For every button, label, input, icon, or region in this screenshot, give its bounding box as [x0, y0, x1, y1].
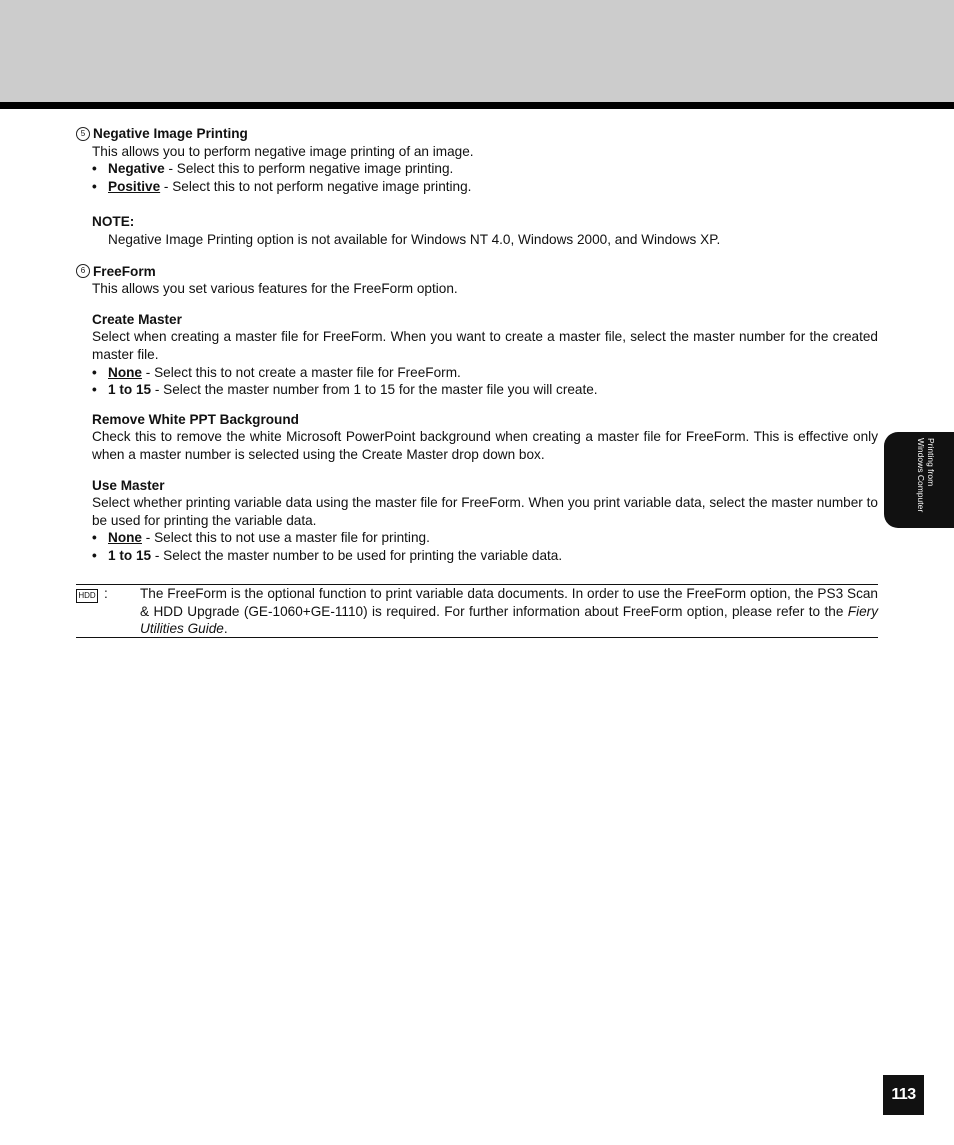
option-positive-default: Positive [108, 178, 161, 194]
main-content [76, 125, 878, 564]
note-colon: : [104, 586, 108, 601]
remove-white-text: Check this to remove the white Microsoft PowerPoint background when creating a master file for FreeForm. This is effective only when a master number is selected using the Create Master drop down box. [92, 429, 878, 462]
section-5-heading [76, 125, 878, 143]
chapter-side-tab [884, 432, 954, 528]
remove-white-heading: Remove White PPT Background [92, 411, 299, 427]
option-1-to-15: 1 to 15 [108, 547, 152, 563]
header-band [0, 0, 954, 102]
circled-number-5: 5 [76, 127, 90, 141]
note-text: Negative Image Printing option is not available for Windows NT 4.0, Windows 2000, and Windows XP. [108, 231, 721, 247]
option-none: None [108, 364, 142, 380]
side-tab-line-1: Printing from [926, 438, 936, 487]
create-master-text: Select when creating a master file for FreeForm. When you want to create a master file, select the master number for the created master file. [92, 329, 878, 362]
list-item: • 1 to 15 - Select the master number to be used for printing the variable data. [92, 547, 563, 563]
circled-number-6: 6 [76, 264, 90, 278]
hdd-requirement-note [76, 584, 878, 638]
list-item: • Negative - Select this to perform negative image printing. [92, 161, 454, 177]
use-master-text: Select whether printing variable data using the master file for FreeForm. When you print variable data, select the master number to be used for printing the variable data. [92, 495, 878, 528]
guide-reference: Fiery Utilities Guide [140, 603, 878, 637]
section-5-intro: This allows you to perform negative image printing of an image. [92, 143, 474, 159]
side-tab-line-2: Windows Computer [916, 438, 926, 513]
hdd-icon: HDD [76, 589, 98, 603]
list-item: • Positive - Select this to not perform negative image printing. [92, 178, 472, 194]
section-5-title: Negative Image Printing [93, 126, 248, 141]
create-master-heading: Create Master [92, 311, 182, 327]
option-none: None [108, 530, 142, 546]
use-master-heading: Use Master [92, 477, 165, 493]
list-item: • None - Select this to not create a master file for FreeForm. [92, 364, 461, 380]
page-number: 113 [883, 1075, 924, 1115]
list-item: • 1 to 15 - Select the master number from 1 to 15 for the master file you will create. [92, 382, 598, 398]
note-label: NOTE: [92, 214, 135, 230]
section-6-heading [76, 263, 878, 281]
section-6-intro: This allows you set various features for the FreeForm option. [92, 281, 458, 297]
list-item: • None - Select this to not use a master file for printing. [92, 530, 430, 546]
section-6-title: FreeForm [93, 263, 156, 279]
header-rule [0, 102, 954, 109]
hdd-note-text: The FreeForm is the optional function to print variable data documents. In order to use the FreeForm option, the PS3 Scan & HDD Upgrade (GE-1060+GE-1110) is required. For further information about FreeForm option, please refer to the Fiery Utilities Guide. [140, 586, 878, 637]
option-negative: Negative [108, 161, 165, 177]
option-1-to-15: 1 to 15 [108, 382, 152, 398]
